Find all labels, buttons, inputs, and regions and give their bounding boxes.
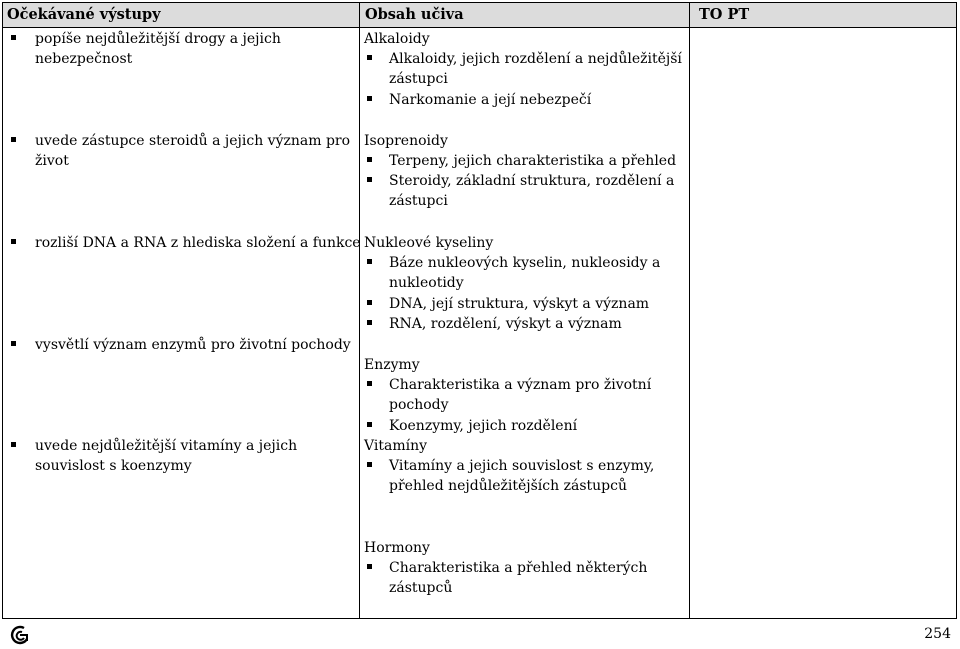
- content-item: Charakteristika a význam pro životní pochody: [389, 377, 652, 413]
- bullet-icon: [367, 177, 372, 182]
- bullet-icon: [367, 259, 372, 264]
- bullet-icon: [367, 157, 372, 162]
- bullet-icon: [367, 96, 372, 101]
- section-title: Isoprenoidy: [364, 133, 448, 149]
- logo-icon: [8, 623, 32, 647]
- bullet-icon: [11, 137, 16, 142]
- bullet-icon: [367, 381, 372, 386]
- content-item: Charakteristika a přehled některých zástupců: [389, 560, 648, 596]
- outcome-item: popíše nejdůležitější drogy a jejich nebezpečnost: [35, 31, 281, 67]
- page-number: 254: [924, 626, 951, 642]
- content-item: Terpeny, jejich charakteristika a přehled: [389, 153, 677, 169]
- content-item: Narkomanie a její nebezpečí: [389, 92, 592, 108]
- content-item: Báze nukleových kyselin, nukleosidy a nukleotidy: [389, 255, 661, 291]
- content-item: Vitamíny a jejich souvislost s enzymy, přehled nejdůležitějších zástupců: [389, 458, 655, 494]
- bullet-icon: [367, 320, 372, 325]
- outcome-item: uvede zástupce steroidů a jejich význam pro život: [35, 133, 351, 169]
- content-item: RNA, rozdělení, výskyt a význam: [389, 316, 622, 332]
- bullet-icon: [11, 239, 16, 244]
- bullet-icon: [367, 422, 372, 427]
- section-title: Alkaloidy: [364, 31, 430, 47]
- bullet-icon: [11, 35, 16, 40]
- section-title: Hormony: [364, 540, 430, 556]
- section-title: Enzymy: [364, 357, 420, 373]
- header-outcomes: Očekávané výstupy: [7, 6, 161, 23]
- content-item: DNA, její struktura, výskyt a význam: [389, 296, 650, 312]
- column-divider-2: [689, 3, 690, 618]
- column-divider-1: [359, 3, 360, 618]
- bullet-icon: [11, 442, 16, 447]
- bullet-icon: [367, 564, 372, 569]
- curriculum-table: [2, 2, 957, 619]
- table-header-row: [3, 3, 956, 28]
- bullet-icon: [367, 55, 372, 60]
- content-item: Steroidy, základní struktura, rozdělení a zástupci: [389, 173, 675, 209]
- bullet-icon: [367, 300, 372, 305]
- section-title: Nukleové kyseliny: [364, 235, 494, 251]
- bullet-icon: [367, 462, 372, 467]
- bullet-icon: [11, 341, 16, 346]
- content-item: Alkaloidy, jejich rozdělení a nejdůležitější zástupci: [389, 51, 682, 87]
- header-to-pt: TO PT: [699, 6, 750, 23]
- section-title: Vitamíny: [364, 438, 427, 454]
- outcome-item: rozliší DNA a RNA z hlediska složení a funkce: [35, 235, 361, 251]
- outcome-item: uvede nejdůležitější vitamíny a jejich souvislost s koenzymy: [35, 438, 298, 474]
- outcome-item: vysvětlí význam enzymů pro životní pochody: [35, 337, 351, 353]
- content-item: Koenzymy, jejich rozdělení: [389, 418, 578, 434]
- header-content: Obsah učiva: [365, 6, 464, 23]
